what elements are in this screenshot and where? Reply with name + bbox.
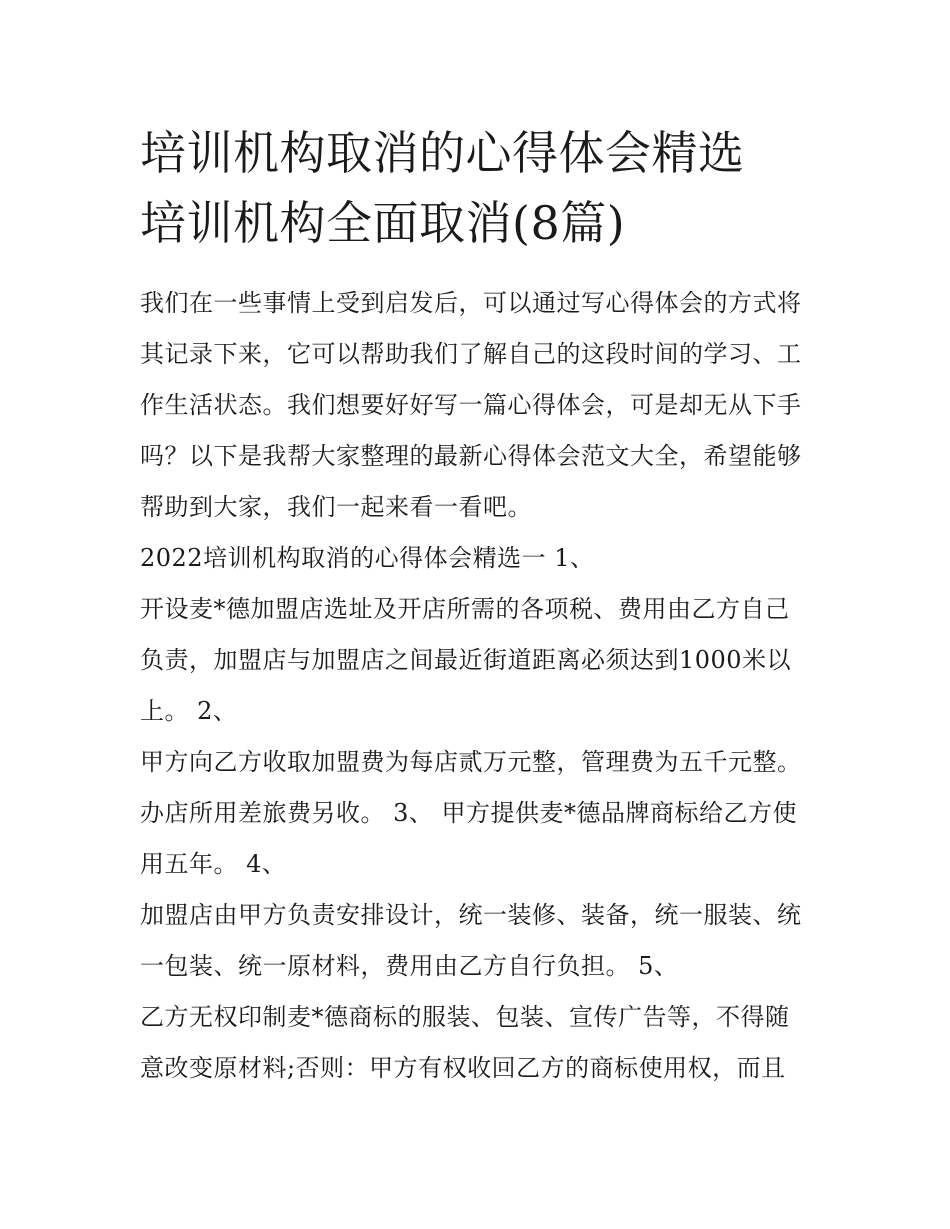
body-line: 上。 2、: [140, 697, 238, 725]
body-line: 意改变原材料;否则：甲方有权收回乙方的商标使用权，而且: [140, 1054, 786, 1082]
body-line: 我们在一些事情上受到启发后，可以通过写心得体会的方式将: [140, 289, 802, 317]
body-line: 负责，加盟店与加盟店之间最近街道距离必须达到1000米以: [140, 646, 792, 674]
document-title: [140, 118, 840, 258]
body-line: 其记录下来，它可以帮助我们了解自己的这段时间的学习、工: [140, 340, 802, 368]
title-line-2: 培训机构全面取消(8篇): [140, 196, 626, 250]
body-line: 办店所用差旅费另收。 3、 甲方提供麦*德品牌商标给乙方使: [140, 799, 798, 827]
body-line: 吗？以下是我帮大家整理的最新心得体会范文大全，希望能够: [140, 442, 802, 470]
section-heading: 2022培训机构取消的心得体会精选一 1、: [140, 544, 595, 572]
body-line: 帮助到大家，我们一起来看一看吧。: [140, 493, 532, 521]
body-line: 开设麦*德加盟店选址及开店所需的各项税、费用由乙方自己: [140, 595, 790, 623]
body-line: 作生活状态。我们想要好好写一篇心得体会，可是却无从下手: [140, 391, 802, 419]
body-line: 甲方向乙方收取加盟费为每店贰万元整，管理费为五千元整。: [140, 748, 802, 776]
body-line: 加盟店由甲方负责安排设计，统一装修、装备，统一服装、统: [140, 901, 802, 929]
body-line: 乙方无权印制麦*德商标的服装、包装、宣传广告等，不得随: [140, 1003, 790, 1031]
title-line-1: 培训机构取消的心得体会精选: [140, 126, 745, 180]
document-body: [140, 278, 830, 1094]
body-line: 一包装、统一原材料，费用由乙方自行负担。 5、: [140, 952, 679, 980]
body-line: 用五年。 4、: [140, 850, 287, 878]
